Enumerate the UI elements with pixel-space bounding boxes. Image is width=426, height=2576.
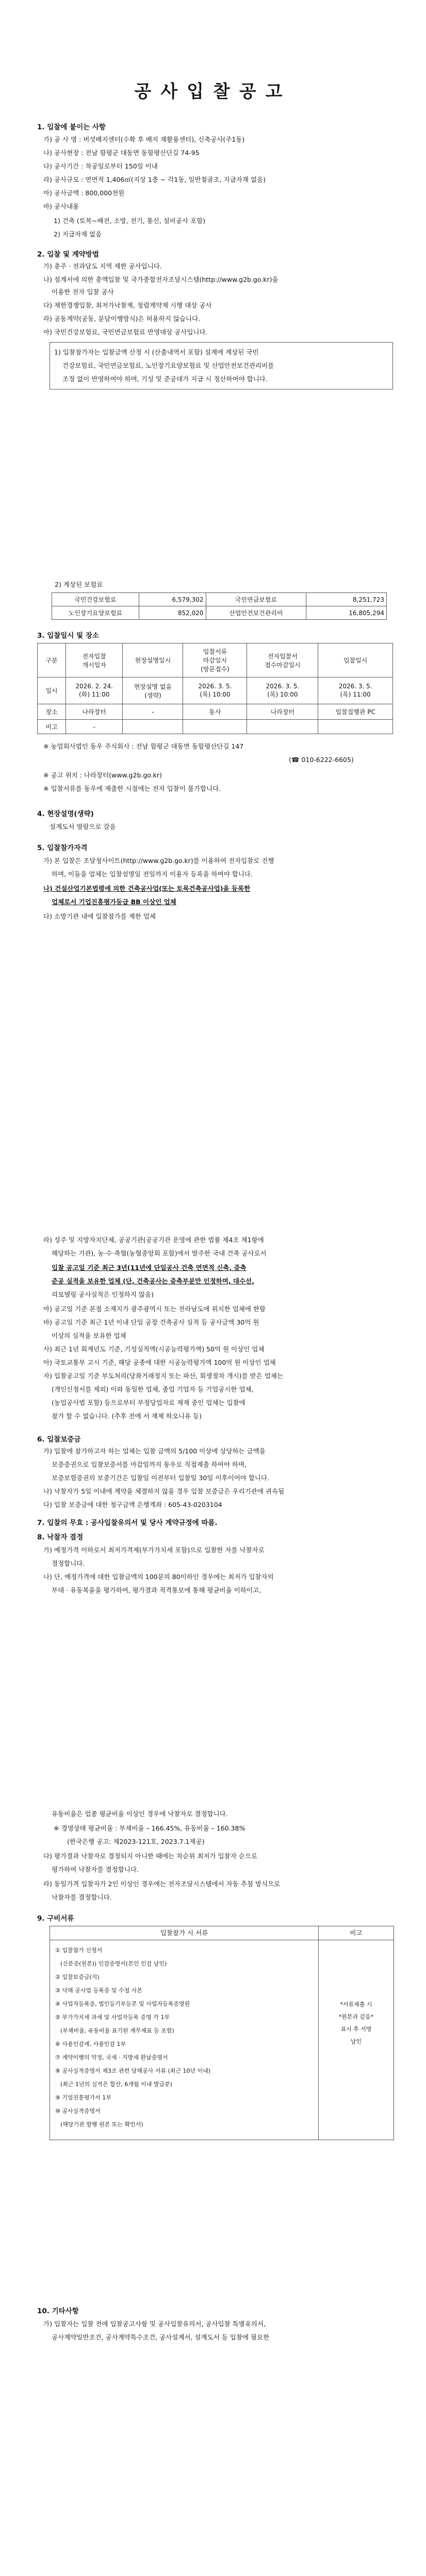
table-header: 구분 [38, 643, 66, 677]
s5-line: 리모델링 공사실적은 인정하지 않음) [52, 1291, 154, 1298]
table-cell: 8,251,723 [306, 593, 387, 606]
table-cell: - [66, 720, 123, 734]
table-cell: 나라장터 [247, 704, 318, 720]
list-item: ⑨ 기업진흥평가서 1부 [55, 2094, 111, 2101]
list-item: (부채비율, 유동비율 표기된 재무제표 등 포함) [60, 2027, 174, 2034]
s1-line: 바) 공사내용 [43, 202, 79, 210]
table-cell [183, 720, 247, 734]
table-cell: 노인장기요양보험료 [52, 606, 139, 620]
s5-line: 참가 할 수 없습니다. (추후 전에 서 재제 하오니유 등) [52, 1412, 202, 1420]
section-4-heading: 4. 현장설명(생략) [37, 810, 94, 818]
list-item: ⑩ 공사실적증명서 [55, 2108, 101, 2114]
s6-line: 보증증권으로 입찰보증서를 마감일까지 동우로 직접제출 하여야 하며, [52, 1461, 247, 1468]
s5-line-emphasis: 준공 실적을 보유한 업체 (단, 건축공사는 증축부분만 인정하며, 대수선, [52, 1277, 254, 1285]
s4-line: 설계도서 열람으로 갈음 [50, 823, 116, 831]
s10-line: 가) 입찰자는 입찰 전에 입찰공고사항 및 공사입찰유의서, 공사입찰 특별유의서, [43, 2320, 266, 2328]
list-item: ② 입찰보증금(지) [55, 1974, 100, 1980]
table-cell: 6,579,302 [139, 593, 206, 606]
s8-line: 부대 · 유동복을을 평가하여, 평가결과 적격통보에 통해 평균비율 이하이고, [52, 1586, 261, 1594]
s5-line-emphasis: 나) 건설산업기본법령에 의한 건축공사업(또는 토목건축공사업)을 등록한 [43, 885, 251, 892]
bid-schedule-table [37, 643, 393, 734]
s2-line: 나) 설계서에 의한 총액입찰 및 국가종합전자조달시스템(http://www.g2b.go.kr)을 [43, 276, 278, 283]
table-header: 전자입찰서 접수마감일시 [247, 643, 318, 677]
list-item: ① 입찰참가 신청서 [55, 1947, 103, 1954]
table-cell: 16,805,294 [306, 606, 387, 620]
s2-line: 이용한 전자 입찰 공사 [52, 288, 114, 296]
list-item: ⑤ 부가가치세 과세 및 사업자등록 증명 각 1부 [55, 2014, 170, 2021]
note-line: 조정 없이 반영하여야 하며, 기성 및 준공대가 지급 시 정산하여야 합니다. [62, 375, 268, 383]
section-6-heading: 6. 입찰보증금 [37, 1435, 81, 1444]
s6-line: 보증보험증권의 보증기간은 입찰일 이전부터 입찰일 30일 이후이어야 합니다. [52, 1474, 270, 1482]
table-row [38, 677, 393, 704]
table-row [38, 704, 393, 720]
s1-line: 나) 공사현장 : 전남 함평군 대동면 동함평산단길 74-95 [43, 149, 200, 157]
table-cell: 2026. 3. 5. (목) 10:00 [183, 677, 247, 704]
section-10-heading: 10. 기타사항 [37, 2307, 79, 2315]
table-cell: 산업안전보건관리비 [206, 606, 306, 620]
table-header-row [38, 643, 393, 677]
s5-line: (농업공사법 포함) 등으로부터 부정당업자로 제재 중인 업체는 입찰에 [52, 1399, 245, 1406]
s8-line: 유동비율은 업종 평균비율 이상인 경우에 낙찰자로 결정합니다. [52, 1810, 228, 1818]
table-cell: 나라장터 [66, 704, 123, 720]
table-header: 입찰서류 마감일시 (방문접수) [183, 643, 247, 677]
document-list [55, 1944, 316, 2131]
table-cell [247, 720, 318, 734]
remark-line: *원본과 같음* [338, 2013, 374, 2020]
s5-line: 하며, 이들을 업체는 입찰설명일 전일까지 이용자 등록을 하여야 합니다. [52, 870, 253, 878]
s2-line: 라) 공동계약(공동, 분담이행방식)은 허용하지 않습니다. [43, 315, 201, 323]
s2-line: 가) 총주 · 전과담도 지역 제한 공사입니다. [43, 262, 162, 270]
table-row [38, 720, 393, 734]
table-cell: 2026. 3. 5. (목) 10:00 [247, 677, 318, 704]
s8-line: ※ 경영상태 평균비율 : 부채비율 – 166.45%, 유동비율 – 160.38% [54, 1824, 245, 1832]
s8-line: 평가하여 낙찰자를 결정합니다. [52, 1866, 139, 1873]
required-documents-table [50, 1926, 394, 2140]
section-3-heading: 3. 입찰일시 및 장소 [37, 632, 99, 640]
document-remark [319, 1998, 394, 2048]
section-2-heading: 2. 입찰 및 계약방법 [37, 250, 99, 259]
section-8-heading: 8. 낙찰자 결정 [37, 1533, 84, 1541]
s3-note: (☎ 010-6222-6605) [289, 756, 354, 764]
s8-line: 다) 평가결과 낙찰자로 결정되지 아니한 때에는 차순위 최저가 입찰자 순으로 [43, 1852, 257, 1860]
list-item: ④ 사업자등록증, 법인등기부등본 및 사업자등록증명원 [55, 2001, 190, 2007]
table-cell [318, 720, 393, 734]
s5-line: 이상의 실적을 보유한 업체 [52, 1332, 126, 1340]
table-cell: 입찰집행관 PC [318, 704, 393, 720]
s6-line: 나) 낙찰자가 5일 이내에 계약을 체결하지 않을 경우 입찰 보증금은 우리기관에 귀속됨 [43, 1487, 285, 1495]
s2-line: 마) 국민건강보험료, 국민연금보험료 반영대상 공사입니다. [43, 328, 208, 336]
s5-line: 가) 본 입찰은 조달청사이트(http://www.g2b.go.kr)를 이용하여 전자입찰로 진행 [43, 857, 274, 865]
s8-line: (한국은행 공고: 제2023-121호, 2023.7.1제공) [67, 1838, 205, 1845]
table-cell: 동사 [183, 704, 247, 720]
s5-line: (개인신청서를 제외) 이와 동일한 업체, 종업 기업자 등 기업공시한 업체, [52, 1385, 254, 1393]
s2-line: 다) 제한경쟁입찰, 최저가낙찰제, 청렴계약제 시행 대상 공사 [43, 301, 212, 309]
table-row [52, 593, 387, 606]
s8-line: 가) 예정가격 이하로서 최저가격제(부가가치세 포함)으로 입찰한 자를 낙찰자로 [43, 1546, 265, 1554]
list-item: (해당기관 발행 원본 또는 확인서) [60, 2121, 143, 2128]
table-cell: 국민연금보험료 [206, 593, 306, 606]
s1-line: 라) 공사규모 : 연면적 1,406㎡(지상 1층 ~ 각1동, 일반철골조, 지급자재 없음) [43, 176, 266, 183]
insurance-note-box [50, 342, 393, 389]
s8-line: 결정합니다. [52, 1560, 85, 1567]
table-cell: 현장설명 없음 (생략) [123, 677, 183, 704]
s5-line: 다) 소방기관 내에 입찰참가를 제한 업체 [43, 912, 156, 920]
table-header: 현장설명일시 [123, 643, 183, 677]
table-header: 입찰일시 [318, 643, 393, 677]
s8-line: 낙찰자를 결정합니다. [52, 1893, 112, 1901]
remark-line: *서류제출 시 [340, 2001, 372, 2008]
insurance-amount-table [52, 592, 387, 620]
table-cell: 비고 [38, 720, 66, 734]
s8-line: 나) 단, 예정가격에 대한 입찰금액의 100분의 80이하인 경우에는 최저가 입찰자의 [43, 1573, 274, 1581]
table-cell [123, 720, 183, 734]
s5-line-emphasis: 입찰 공고일 기준 최근 3년(11년에 단일공사 건축 연면적 신축, 증축 [52, 1264, 247, 1272]
s5-line: 바) 공고일 기준 최근 1년 이내 단일 공장 건축공사 실적 등 공사금액 30억 원 [43, 1318, 259, 1326]
s5-line: 마) 공고일 기준 본점 소재지가 광주광역시 또는 전라남도에 위치한 업체에 한함 [43, 1305, 266, 1313]
table-row [52, 606, 387, 620]
list-item: ③ 낙해 공사업 등록증 및 수첩 사본 [55, 1987, 142, 1994]
table-cell: - [123, 704, 183, 720]
section-1-heading: 1. 입찰에 붙이는 사항 [37, 123, 106, 131]
s3-note: ※ 공고 위치 : 나라장터(www.g2b.go.kr) [43, 771, 162, 779]
s8-line: 라) 동일가격 입찰자가 2인 이상인 경우에는 전자조달시스템에서 자동 추첨 방식으로 [43, 1880, 281, 1888]
s10-line: 공사계약일반조건, 공사계약특수조건, 공사설계서, 설계도서 등 입찰에 필요한 [52, 2333, 270, 2341]
s1-content-item: 2) 지급자재 없음 [54, 230, 102, 238]
s5-line: 해당하는 기관), 농·수·축협(농협중앙회 포함)에서 발주한 국내 건축 공사로서 [52, 1249, 267, 1257]
s5-line: 아) 국토교통부 고시 기준, 해당 공종에 대한 시공능력평가액 100억 원 이상인 업체 [43, 1359, 276, 1366]
table-cell: 852,020 [139, 606, 206, 620]
s3-note: ※ 입찰서류를 동우에 제출한 시점에는 전자 입찰이 불가합니다. [43, 785, 221, 792]
s6-line: 다) 입찰 보증금에 대한 청구금액 은행계좌 : 605-43-0203104 [43, 1501, 222, 1509]
s5-line: 사) 최근 1년 회계년도 기준, 기성실적액(시공능력평가액) 50억 원 이상인 업체 [43, 1345, 265, 1353]
table-header: 전자입찰 개시일자 [66, 643, 123, 677]
table-cell: 국민건강보험료 [52, 593, 139, 606]
note-line: 1) 입찰참가자는 입찰금액 산정 시 (산출내역서 포함) 설계에 계상된 국민 [54, 348, 259, 356]
amount-label: 2) 계상된 보험료 [55, 581, 103, 588]
note-line: 건강보험료, 국민연금보험료, 노인장기요양보험료 및 산업안전보건관리비를 [62, 362, 274, 369]
list-item: ⑧ 공사실적증명서 제3조 관련 당해공사 서류 (최근 10년 이내) [55, 2067, 211, 2074]
s5-line: 자) 입찰공고일 기준 부도처리(당좌거래정지 또는 파산, 회생절차 개시)를 받은 업체는 [43, 1372, 283, 1380]
s1-content-item: 1) 건축 (토목~배전, 소방, 전기, 통신, 설비공사 포함) [54, 217, 206, 225]
list-item: (신분증(원본)) 인감증명서(본인 인감 날인) [60, 1960, 167, 1967]
table-cell: 2026. 2. 24. (화) 11:00 [66, 677, 123, 704]
section-5-heading: 5. 입찰참가자격 [37, 844, 88, 852]
section-9-heading: 9. 구비서류 [37, 1914, 74, 1923]
s6-line: 가) 입찰에 참가하고자 하는 업체는 입찰 금액의 5/100 이상에 상당하는 금액을 [43, 1447, 266, 1455]
document-title: 공사입찰공고 [134, 81, 292, 102]
table-cell: 장소 [38, 704, 66, 720]
remark-line: 날인 [350, 2038, 362, 2045]
list-item: ⑥ 사용인감계, 사용인감 1부 [55, 2041, 126, 2047]
table-header: 입찰참가 시 서류 [50, 1926, 319, 1940]
s5-line: 라) 성주 및 지방자치단체, 공공기관(공공기관 운영에 관한 법률 제4조 제1항에 [43, 1236, 264, 1244]
s1-line: 마) 공사금액 : 800,000천원 [43, 189, 125, 197]
table-cell: 일시 [38, 677, 66, 704]
list-item: (최근 1년의 실적은 합산, 6개월 이내 발급분) [60, 2081, 173, 2088]
s1-line: 가) 공 사 명 : 버섯배지센터(수확 후 배지 재활용센터), 신축공사(주1동) [43, 135, 245, 143]
table-cell: 2026. 3. 5. (목) 11:00 [318, 677, 393, 704]
section-7-heading: 7. 입찰의 무효 : 공사입찰유의서 및 당사 계약규정에 따름. [37, 1519, 218, 1527]
list-item: ⑦ 계약이행의 약정, 국세 · 지방세 완납증명서 [55, 2054, 168, 2061]
table-header: 비고 [319, 1926, 394, 1940]
remark-line: 표시 후 서명 [340, 2026, 372, 2032]
s1-line: 다) 공사기간 : 착공일로부터 150일 이내 [43, 162, 158, 170]
s5-line-emphasis: 업체로서 기업진흥평가등급 BB 이상인 업체 [52, 898, 176, 906]
s3-note: ※ 농업회사법인 동우 주식회사 : 전남 함평군 대동면 동함평산단길 147 [43, 742, 244, 750]
